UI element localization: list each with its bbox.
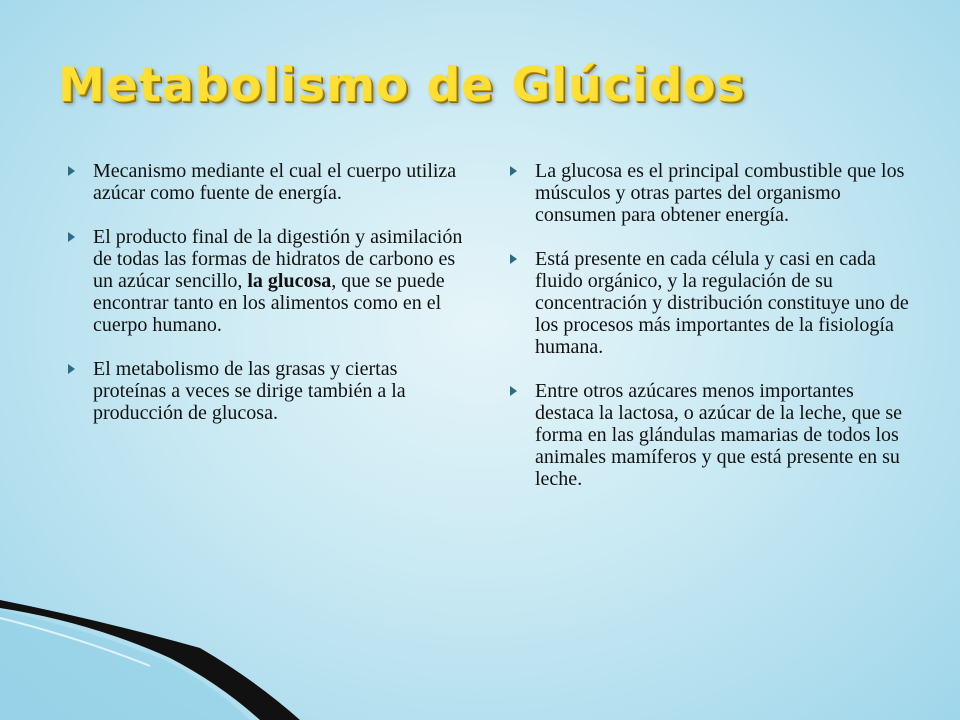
bullet-item <box>510 160 910 226</box>
bullet-text: La glucosa es el principal combustible que los músculos y otras partes del organismo consumen para obtener energía. <box>535 160 905 226</box>
bullet-text-part: , que se puede encontrar tanto en los alimentos como en el cuerpo humano. <box>93 270 445 336</box>
slide-title: Metabolismo de Glúcidos <box>58 58 746 113</box>
triangle-bullet-icon <box>68 364 75 374</box>
bullet-text: Entre otros azúcares menos importantes destaca la lactosa, o azúcar de la leche, que se forma en las glándulas mamarias de todos los animales mamíferos y que está presente en su leche. <box>535 380 903 490</box>
right-column <box>510 160 910 512</box>
left-column <box>68 160 468 446</box>
bullet-text-part: El producto final de la digestión y asimilación de todas las formas de hidratos de carbono es un azúcar sencillo, <box>93 226 463 292</box>
bullet-text: Mecanismo mediante el cual el cuerpo utiliza azúcar como fuente de energía. <box>93 160 457 204</box>
triangle-bullet-icon <box>68 166 75 176</box>
bullet-text <box>93 226 462 336</box>
bullet-text: Está presente en cada célula y casi en cada fluido orgánico, y la regulación de su concentración y distribución constituye uno de los procesos más importantes de la fisiología humana. <box>535 248 909 358</box>
triangle-bullet-icon <box>68 232 75 242</box>
triangle-bullet-icon <box>510 386 517 396</box>
bullet-item <box>68 358 468 424</box>
bullet-item <box>510 380 910 490</box>
triangle-bullet-icon <box>510 166 517 176</box>
triangle-bullet-icon <box>510 254 517 264</box>
bullet-text: El metabolismo de las grasas y ciertas proteínas a veces se dirige también a la producción de glucosa. <box>93 358 406 424</box>
decorative-swoosh <box>0 600 960 720</box>
bullet-item <box>68 226 468 336</box>
bold-term: la glucosa <box>247 270 332 292</box>
bullet-item <box>510 248 910 358</box>
bullet-item <box>68 160 468 204</box>
